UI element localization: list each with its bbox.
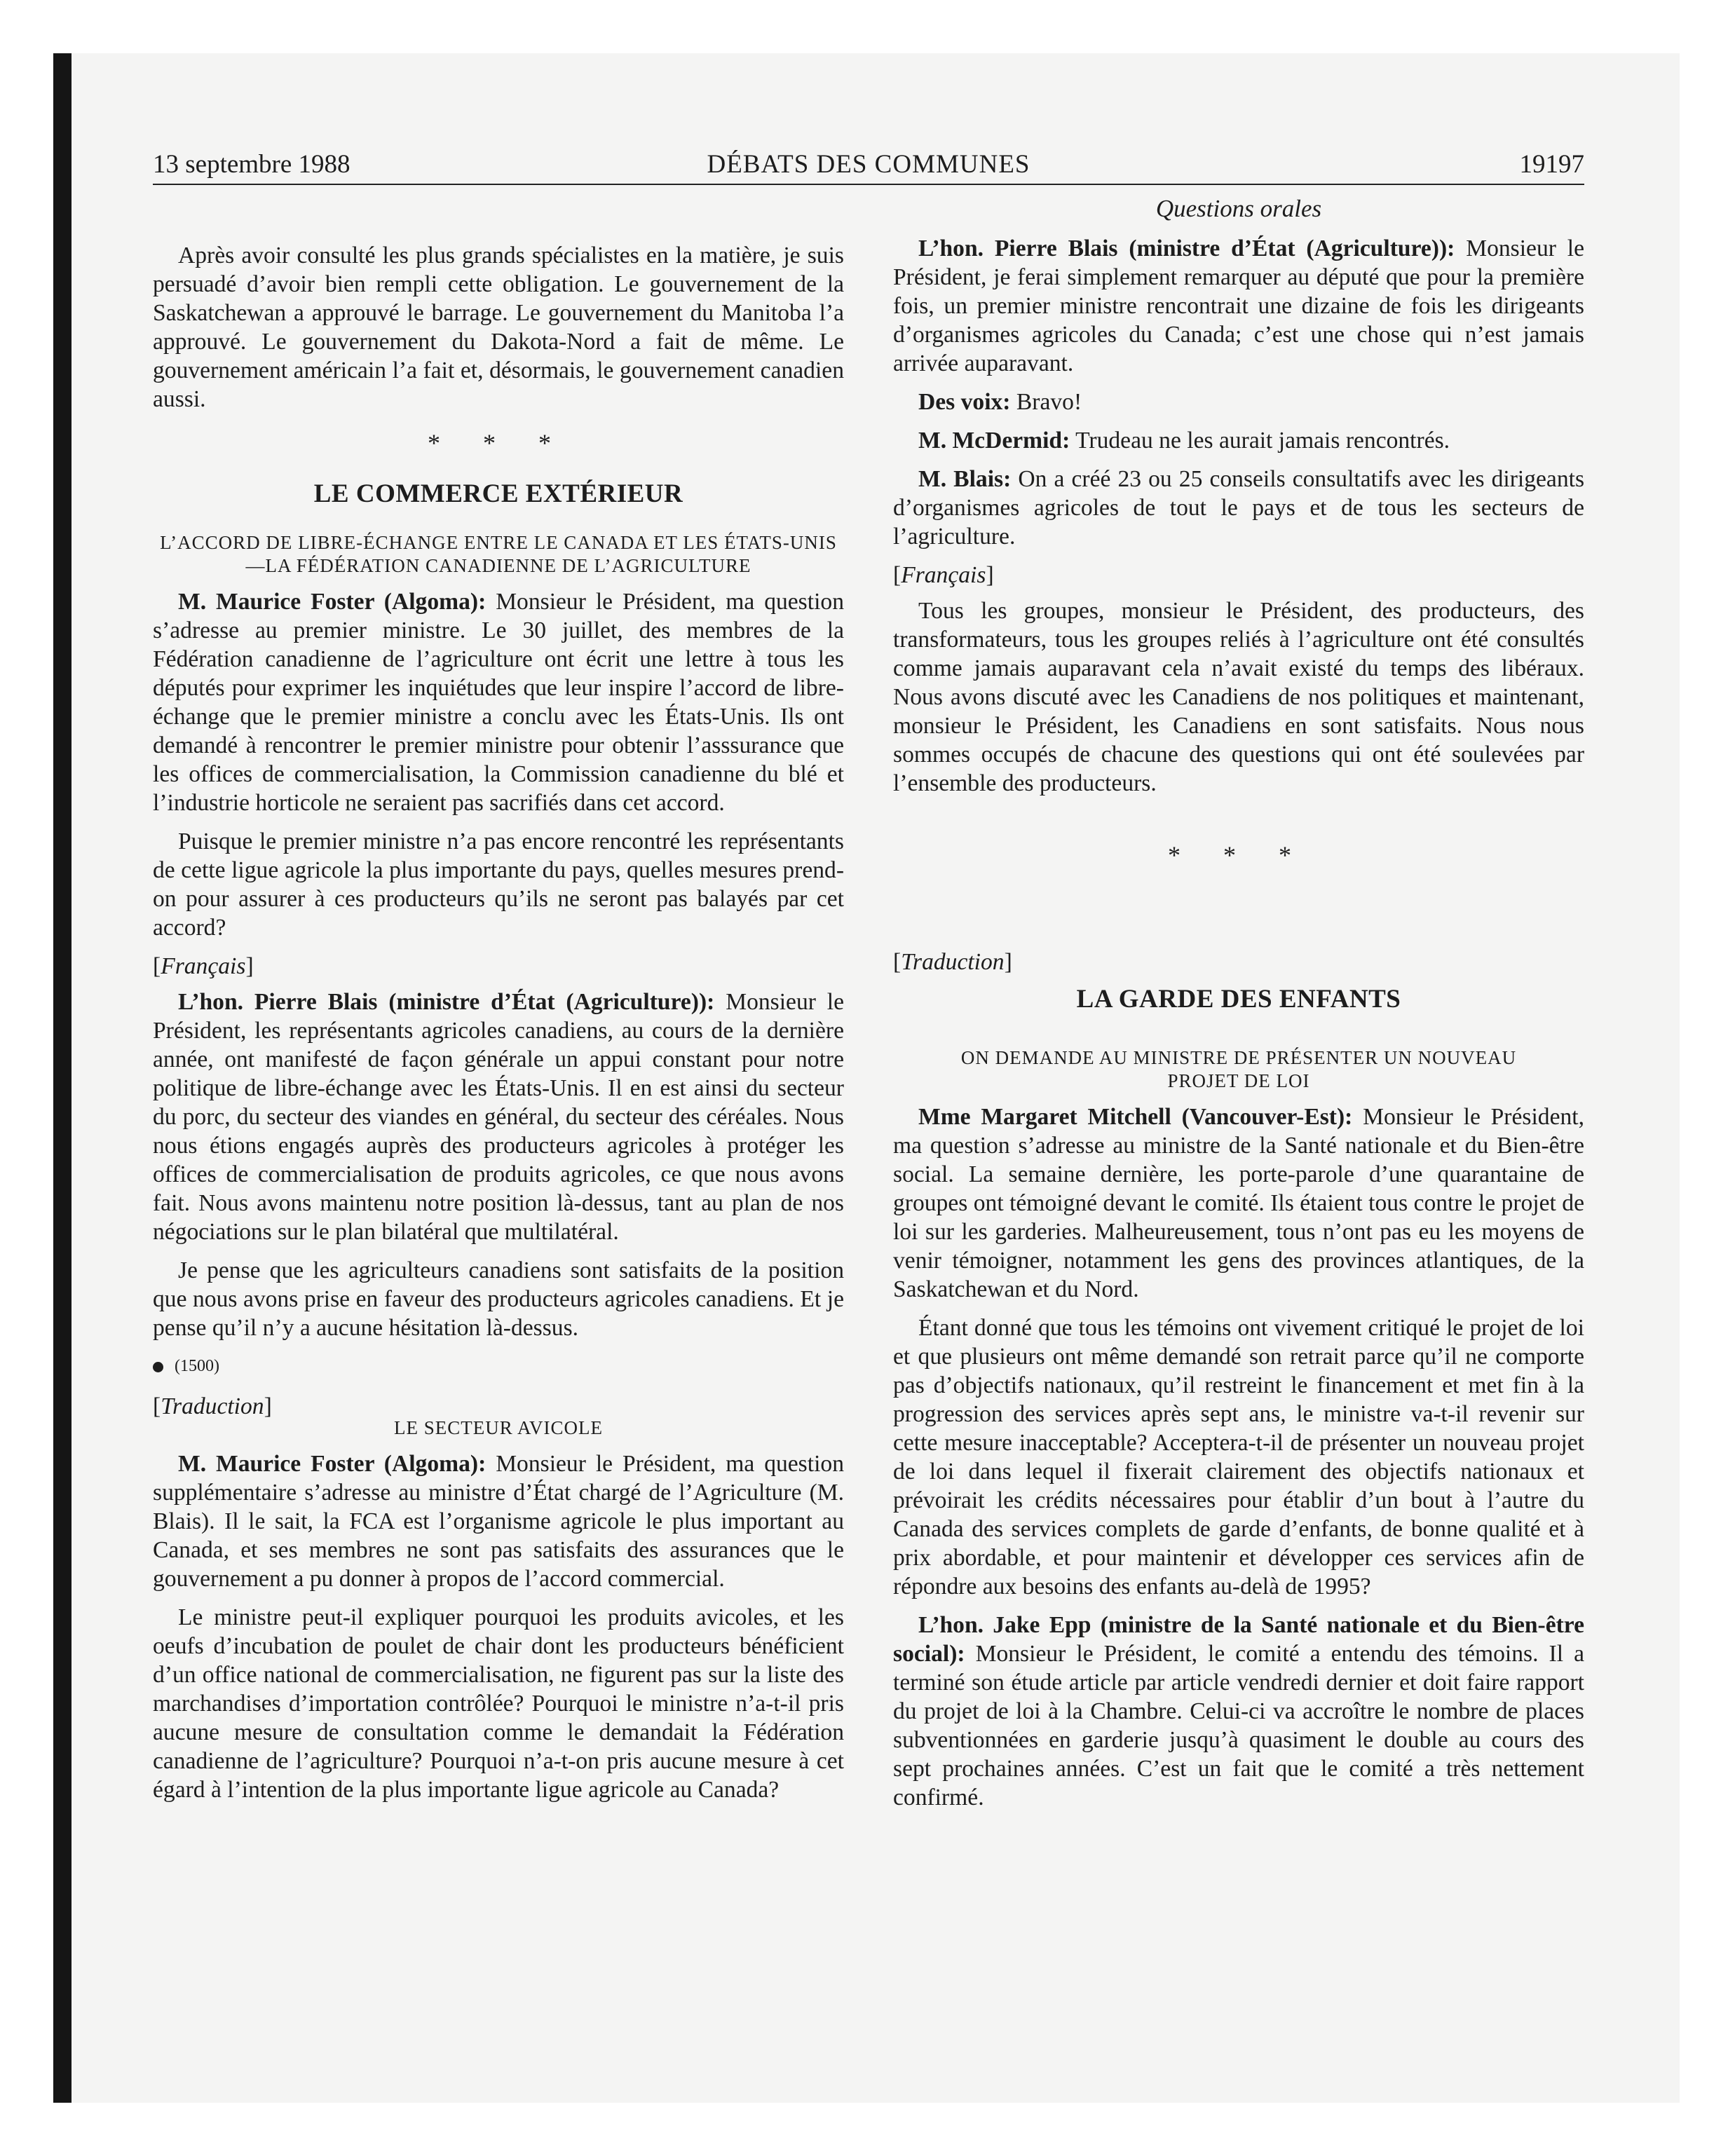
paragraph: Puisque le premier ministre n’a pas encore rencontré les représentants de cette ligue agricole la plus importante du pays, quelles mesures prend-on pour assurer à ces producteurs qu’ils ne seront pas balayés par cet accord? [153,828,844,941]
speech-paragraph [893,1103,1584,1304]
subheading: L’ACCORD DE LIBRE-ÉCHANGE ENTRE LE CANADA ET LES ÉTATS-UNIS—LA FÉDÉRATION CANADIENNE DE L’AGRICULTURE [160,532,837,576]
section-title: LA GARDE DES ENFANTS [1076,985,1401,1014]
subheading: ON DEMANDE AU MINISTRE DE PRÉSENTER UN NOUVEAU PROJET DE LOI [960,1047,1517,1091]
speech-paragraph [893,465,1584,551]
speech-paragraph [893,1611,1584,1812]
paragraph: Je pense que les agriculteurs canadiens sont satisfaits de la position que nous avons prise en faveur des producteurs agricoles canadiens. Et je pense qu’il n’y a aucune hésitation là-dessus. [153,1257,844,1341]
speaker-name: L’hon. Jake Epp (ministre de la Santé nationale et du Bien-être social): [893,1612,1584,1667]
speech-paragraph [893,426,1584,455]
speech-text: Bravo! [1010,389,1082,415]
column-heading: Questions orales [1155,195,1322,222]
speech-text: Monsieur le Président, je ferai simplement remarquer au député que pour la première fois, un premier ministre rencontrait une dizaine de fois les dirigeants d’organismes agricoles du Canada; c’est une chose qui n’est jamais arrivée auparavant. [893,236,1585,376]
language-note: [Traduction] [153,1393,272,1419]
language-label: Traduction [901,949,1005,975]
subheading: LE SECTEUR AVICOLE [393,1417,603,1438]
publication-title: DÉBATS DES COMMUNES [707,150,1030,179]
binding-edge [53,53,72,2103]
time-label: (1500) [175,1357,219,1375]
speech-paragraph [153,988,844,1246]
speech-paragraph [893,234,1584,378]
speech-text: Monsieur le Président, les représentants agricoles canadiens, au cours de la dernière année, ont manifesté de façon générale un appui constant pour notre politique de libre-échange avec les États-Unis. Il en est ainsi du secteur du porc, du secteur des viandes en général, du secteur des céréales. Nous nous étions engagés auprès des producteurs agricoles à protéger les offices de commercialisation de produits agricoles, ce que nous avons fait. Nous avons maintenu notre position là-dessus, tant au plan de nos négociations sur le plan bilatéral que multilatéral. [153,989,845,1245]
document-page [153,149,1584,1985]
right-column [893,193,1584,1822]
language-label: Français [901,562,986,588]
speaker-name: L’hon. Pierre Blais (ministre d’État (Agriculture)): [178,989,715,1015]
section-separator: * * * [1168,841,1309,869]
speaker-name: L’hon. Pierre Blais (ministre d’État (Agriculture)): [918,236,1455,261]
paragraph: Étant donné que tous les témoins ont vivement critiqué le projet de loi et que plusieurs ont même demandé son retrait parce qu’il ne comporte pas d’objectifs nationaux, qu’il restreint le financement et met fin à la progression des services après sept ans, le ministre va-t-il revenir sur cette mesure inacceptable? Acceptera-t-il de présenter un nouveau projet de loi dans lequel il fixerait clairement des objectifs nationaux et prévoirait les crédits nécessaires pour établir d’un bout à l’autre du Canada des services complets de garde d’enfants, de bonne qualité et à prix abordable, et pour maintenir et développer ces services afin de répondre aux besoins des enfants au-delà de 1995? [893,1315,1584,1599]
speaker-name: M. Maurice Foster (Algoma): [178,1451,487,1477]
speaker-name: M. Maurice Foster (Algoma): [178,589,487,615]
left-column [153,241,844,1814]
paragraph: Le ministre peut-il expliquer pourquoi les produits avicoles, et les oeufs d’incubation de poulet de chair dont les producteurs bénéficient d’un office national de commercialisation, ne figurent pas sur la liste des marchandises d’importation contrôlée? Pourquoi le ministre n’a-t-il pris aucune mesure de consultation comme le demandait la Fédération canadienne de l’agriculture? Pourquoi n’a-t-on pris aucune mesure à cet égard à l’intention de la plus importante ligue agricole au Canada? [153,1604,844,1803]
bullet-icon [153,1362,163,1372]
speech-paragraph [893,388,1584,416]
speech-text: On a créé 23 ou 25 conseils consultatifs avec les dirigeants d’organismes agricoles de tout le pays et de tous les secteurs de l’agriculture. [893,466,1585,550]
section-separator: * * * [428,429,569,457]
speaker-name: M. McDermid: [918,428,1070,453]
speech-paragraph [153,587,844,817]
paragraph: Après avoir consulté les plus grands spécialistes en la matière, je suis persuadé d’avoir bien rempli cette obligation. Le gouvernement de la Saskatchewan a approuvé le barrage. Le gouvernement du Manitoba l’a approuvé. Le gouvernement du Dakota-Nord a fait de même. Le gouvernement américain l’a fait et, désormais, le gouvernement canadien aussi. [153,243,844,412]
language-label: Traduction [161,1393,264,1419]
speech-text: Monsieur le Président, ma question supplémentaire s’adresse au ministre d’État chargé de l’Agriculture (M. Blais). Il le sait, la FCA est l’organisme agricole le plus important au Canada, et ses membres ne sont pas satisfaits des assurances que le gouvernement a pu donner à propos de l’accord commercial. [153,1451,844,1592]
time-marker [153,1352,844,1381]
language-note: [Traduction] [893,949,1012,975]
speaker-name: Des voix: [918,389,1011,415]
paragraph: Tous les groupes, monsieur le Président, des producteurs, des transformateurs, tous les groupes reliés à l’agriculture ont été consultés comme jamais auparavant cela n’avait existé du temps des libéraux. Nous avons discuté avec les Canadiens de nos politiques et maintenant, monsieur le Président, les Canadiens en sont satisfaits. Nous nous sommes occupés de chacune des questions qui ont été soulevées par l’ensemble des producteurs. [893,598,1584,796]
running-head [153,149,1584,185]
page-number: 19197 [1519,150,1584,179]
header-date: 13 septembre 1988 [153,150,351,179]
language-note: [Français] [893,562,994,588]
speaker-name: Mme Margaret Mitchell (Vancouver-Est): [918,1104,1353,1130]
speech-paragraph [153,1449,844,1593]
language-label: Français [161,953,246,979]
language-note: [Français] [153,953,254,979]
speech-text: Monsieur le Président, ma question s’adresse au premier ministre. Le 30 juillet, des membres de la Fédération canadienne de l’agriculture ont écrit une lettre à tous les députés pour exprimer les inquiétudes que leur inspire l’accord de libre-échange que le premier ministre a conclu avec les États-Unis. Ils ont demandé à rencontrer le premier ministre pour obtenir l’asssurance que les offices de commercialisation, la Commission canadienne du blé et l’industrie horticole ne seraient pas sacrifiés dans cet accord. [153,589,844,816]
section-title: LE COMMERCE EXTÉRIEUR [313,479,683,508]
speech-text: Monsieur le Président, le comité a entendu des témoins. Il a terminé son étude article par article vendredi dernier et doit faire rapport du projet de loi à la Chambre. Celui-ci va accroître le nombre de places subventionnées en garderie jusqu’à quasiment le double au cours des sept prochaines années. C’est un fait que le comité a très nettement confirmé. [893,1641,1584,1810]
speech-text: Trudeau ne les aurait jamais rencontrés. [1070,428,1450,453]
speech-text: Monsieur le Président, ma question s’adresse au ministre de la Santé nationale et du Bien-être social. La semaine dernière, les porte-parole d’une quarantaine de groupes ont témoigné devant le comité. Ils étaient tous contre le projet de loi sur les garderies. Malheureusement, tous n’ont pas eu les moyens de venir témoigner, notamment les gens des provinces atlantiques, de la Saskatchewan et du Nord. [893,1104,1584,1302]
speaker-name: M. Blais: [918,466,1012,492]
